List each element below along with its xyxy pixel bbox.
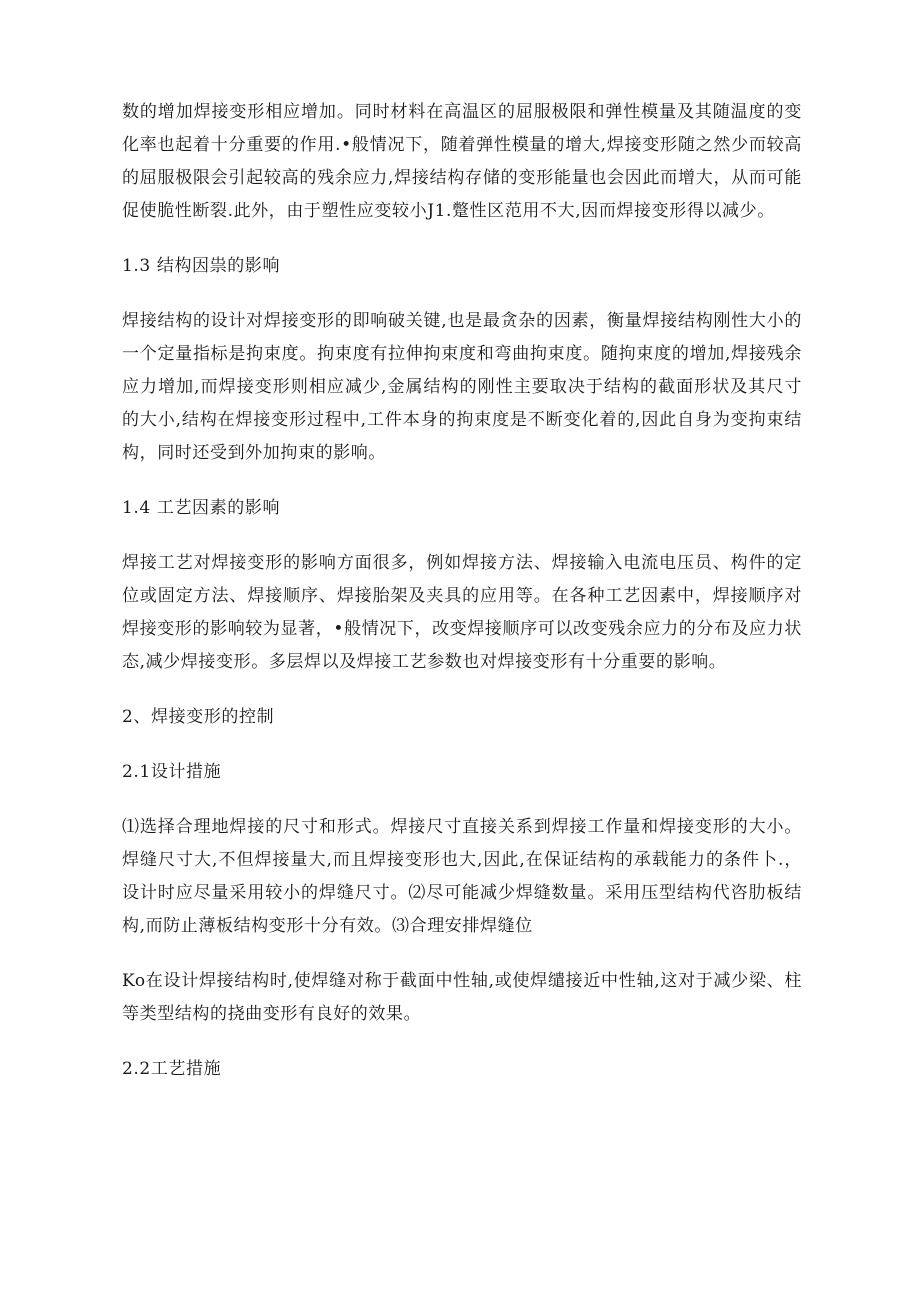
section-heading-2-1: 2.1设计措施 — [122, 762, 222, 782]
section-heading-1-3: 1.3 结构因祟的影响 — [122, 256, 281, 276]
section-heading-2: 2、焊接变形的控制 — [122, 707, 275, 727]
paragraph-material-factors: 数的增加焊接变形相应增加。同时材料在高温区的屈服极限和弹性模量及其随温度的变化率也起着十分重要的作用.•般情况下，随着弹性模量的增大,焊接变形随之然少而较高的屈服极限会引起较高的残余应力,焊接结构存储的变形能量也会因此而增大，从而可能促使脆性断裂.此外，由于塑性应变较小J1.蹩性区范用不大,因而焊接变形得以减少。 — [122, 102, 802, 221]
section-heading-1-4: 1.4 工艺因素的影响 — [122, 498, 281, 518]
paragraph-process-factors: 焊接工艺对焊接变形的影响方面很多，例如焊接方法、焊接输入电流电压员、构件的定位或固定方法、焊接顺序、焊接胎架及夹具的应用等。在各种工艺因素中，焊接顺序对焊接变形的影响较为显著，•般情况下，改变焊接顺序可以改变残余应力的分布及应力状态,减少焊接变形。多层焊以及焊接工艺参数也对焊接变形有十分重要的影响。 — [122, 553, 802, 672]
paragraph-structural-factors: 焊接结构的设计对焊接变形的即响破关键,也是最贪杂的因素，衡量焊接结构刚性大小的一个定量指标是拘束度。拘束度有拉伸拘束度和弯曲拘束度。随拘束度的增加,焊接残余应力增加,而焊接变形则相应减少,金属结构的刚性主要取决于结构的截面形状及其尺寸的大小,结构在焊接变形过程中,工件本身的拘束度是不断变化着的,因此自身为变拘束结构，同时还受到外加拘束的影响。 — [122, 311, 802, 463]
section-heading-2-2: 2.2工艺措施 — [122, 1059, 222, 1079]
paragraph-design-measures: ⑴选择合理地焊接的尺寸和形式。焊接尺寸直接关系到焊接工作量和焊接变形的大小。焊缝尺寸大,不但焊接量大,而且焊接变形也大,因此,在保证结构的承载能力的条件卜.，设计时应尽量采用较小的焊缝尺寸。⑵尽可能减少焊缝数量。采用压型结构代咨肋板结构,而防止薄板结构变形十分有效。⑶合理安排焊缝位 — [122, 817, 802, 936]
document-page — [122, 96, 802, 1086]
paragraph-weld-placement: Ko在设计焊接结构时,使焊缝对称于截面中性轴,或使焊缱接近中性轴,这对于减少梁、柱等类型结构的挠曲变形有良好的效果。 — [122, 971, 802, 1024]
